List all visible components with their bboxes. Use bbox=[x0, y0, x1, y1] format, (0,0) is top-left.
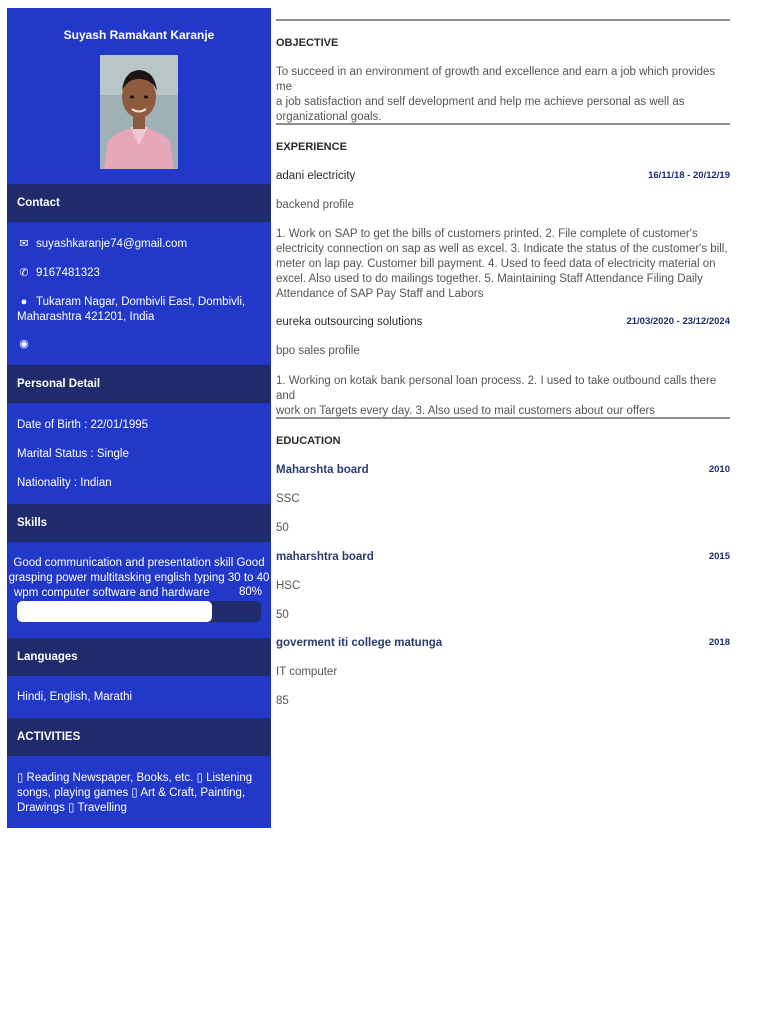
location-pin-icon: ● bbox=[20, 296, 28, 308]
divider bbox=[276, 123, 730, 125]
job-1-org: adani electricity bbox=[276, 170, 356, 182]
profile-name: Suyash Ramakant Karanje bbox=[63, 28, 215, 42]
address-line-2: Maharashtra 421201, India bbox=[17, 311, 155, 323]
job-2-description bbox=[276, 374, 730, 419]
divider bbox=[276, 417, 730, 419]
job-1-role: backend profile bbox=[276, 199, 354, 211]
profile-photo bbox=[100, 55, 178, 169]
job-1-desc-line: excel. Also used to do mailings together. 5. Maintaining Staff Attendance Filing Daily bbox=[276, 273, 703, 285]
activities-line-3: Drawings ▯ Travelling bbox=[17, 802, 127, 814]
edu-3-course: IT computer bbox=[276, 666, 338, 678]
address-line-1: Tukaram Nagar, Dombivli East, Dombivli, bbox=[36, 296, 246, 308]
edu-3-score: 85 bbox=[276, 695, 289, 707]
personal-detail-heading: Personal Detail bbox=[7, 365, 271, 403]
skills-description bbox=[7, 556, 271, 601]
skills-line-3: wpm computer software and hardware bbox=[14, 587, 210, 599]
phone-icon: ✆ bbox=[19, 267, 29, 279]
job-2-org: eureka outsourcing solutions bbox=[276, 316, 423, 328]
edu-1-board: Maharshta board bbox=[276, 464, 369, 476]
edu-3-board: goverment iti college matunga bbox=[276, 637, 443, 649]
job-1-desc-line: 1. Work on SAP to get the bills of customers printed. 2. File complete of customer's bbox=[276, 228, 698, 240]
objective-heading: OBJECTIVE bbox=[276, 37, 339, 49]
envelope-icon: ✉ bbox=[19, 238, 29, 250]
job-1-desc-line: electricity connection on sap as well as excel. 3. Indicate the status of the customer's bill, bbox=[276, 243, 728, 255]
objective-line-3: organizational goals. bbox=[276, 111, 382, 123]
skill-progress-fill bbox=[17, 601, 212, 622]
education-heading: EDUCATION bbox=[276, 435, 341, 447]
job-1-desc-line: meter on lap pay. Customer bill payment. 4. Used to feed data of electricity material on bbox=[276, 258, 716, 270]
objective-line-2: a job satisfaction and self development and help me achieve personal as well as bbox=[276, 96, 685, 108]
activities-line-1: ▯ Reading Newspaper, Books, etc. ▯ Listening bbox=[17, 772, 253, 784]
skills-heading: Skills bbox=[7, 504, 271, 542]
contact-website[interactable] bbox=[17, 337, 36, 352]
job-1-dates: 16/11/18 - 20/12/19 bbox=[648, 170, 730, 181]
email-text: suyashkaranje74@gmail.com bbox=[36, 238, 188, 250]
sidebar bbox=[7, 8, 271, 828]
contact-phone[interactable] bbox=[17, 266, 100, 281]
activities-list bbox=[17, 771, 252, 816]
edu-2-board: maharshtra board bbox=[276, 551, 374, 563]
skills-line-2: grasping power multitasking english typing 30 to 40 bbox=[8, 572, 270, 584]
job-1-desc-line: Attendance of SAP Pay Staff and Labors bbox=[276, 288, 484, 300]
edu-2-year: 2015 bbox=[708, 551, 730, 562]
marital-status: Marital Status : Single bbox=[17, 448, 129, 460]
date-of-birth: Date of Birth : 22/01/1995 bbox=[17, 419, 149, 431]
nationality: Nationality : Indian bbox=[17, 477, 112, 489]
edu-1-score: 50 bbox=[276, 522, 289, 534]
experience-heading: EXPERIENCE bbox=[276, 141, 347, 153]
activities-heading: ACTIVITIES bbox=[7, 718, 271, 756]
contact-address bbox=[17, 295, 245, 325]
activities-line-2: songs, playing games ▯ Art & Craft, Painting, bbox=[17, 787, 246, 799]
job-2-dates: 21/03/2020 - 23/12/2024 bbox=[626, 316, 730, 327]
edu-2-course: HSC bbox=[276, 580, 301, 592]
edu-3-year: 2018 bbox=[708, 637, 730, 648]
edu-1-year: 2010 bbox=[708, 464, 730, 475]
objective-line-1: To succeed in an environment of growth and excellence and earn a job which provides me bbox=[276, 66, 716, 93]
languages-heading: Languages bbox=[7, 638, 271, 676]
edu-2-score: 50 bbox=[276, 609, 289, 621]
job-2-desc-line: work on Targets every day. 3. Also used to mail customers about our offers bbox=[276, 405, 656, 417]
edu-1-course: SSC bbox=[276, 493, 300, 505]
globe-icon: ◉ bbox=[19, 338, 29, 350]
job-1-description bbox=[276, 227, 730, 302]
contact-heading: Contact bbox=[7, 184, 271, 222]
contact-email[interactable] bbox=[17, 237, 187, 252]
main-content bbox=[276, 0, 730, 1024]
job-2-role: bpo sales profile bbox=[276, 345, 360, 357]
phone-text: 9167481323 bbox=[36, 267, 100, 279]
skills-line-1: Good communication and presentation skill Good bbox=[13, 557, 265, 569]
skill-percent-label: 80% bbox=[239, 586, 263, 598]
skill-progress-bar bbox=[17, 601, 261, 622]
divider bbox=[276, 19, 730, 21]
objective-text bbox=[276, 65, 730, 125]
job-2-desc-line: 1. Working on kotak bank personal loan process. 2. I used to take outbound calls there and bbox=[276, 375, 717, 402]
languages-list: Hindi, English, Marathi bbox=[17, 691, 133, 703]
